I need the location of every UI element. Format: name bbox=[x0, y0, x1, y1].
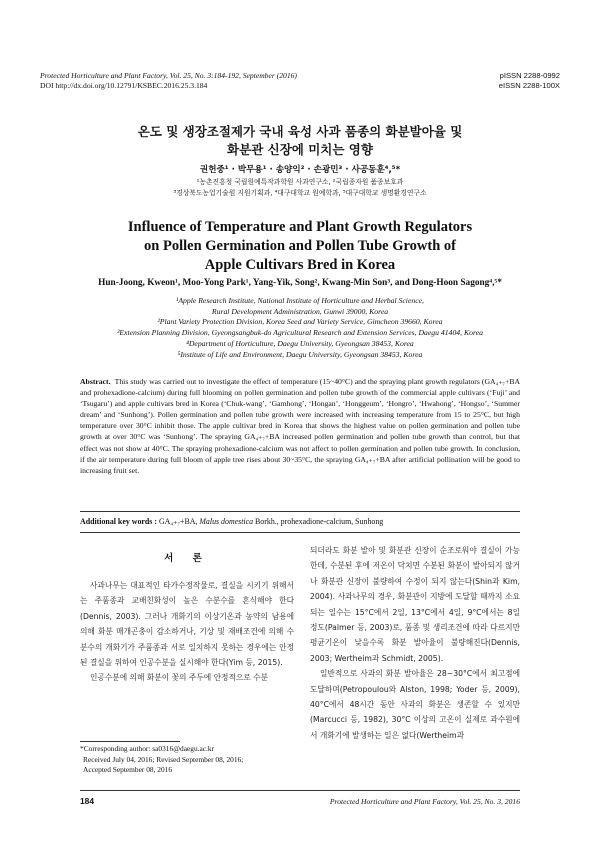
section-heading: 서 론 bbox=[164, 553, 210, 564]
page-number: 184 bbox=[80, 796, 94, 806]
paragraph: 사과나무는 대표적인 타가수정작물로, 결실을 시키기 위해서는 주품종과 교배친화성이 높은 수분수를 혼식해야 한다(Dennis, 2003). 그러나 개화기의 이상기온과 농약의 남용에 의해 화분 매개곤충이 감소하거나, 기상 및 재배조건에 의해 수분수의 개화기가 주품종과 서로 일치하지 못하는 경우에는 안정된 결실을 위하여 인공수분을 실시해야 한다(Yim 등, 2015). bbox=[80, 581, 294, 668]
english-title-line: Influence of Temperature and Plant Growth Regulators bbox=[127, 219, 473, 235]
affiliation-line: ⁴Department of Horticulture, Daegu University, Gyeongsan 38453, Korea bbox=[186, 338, 414, 348]
english-title bbox=[0, 218, 600, 275]
affiliation-line: ²Plant Variety Protection Division, Korea Seed and Variety Service, Gimcheon 39660, Korea bbox=[157, 317, 443, 327]
eissn: eISSN 2288-100X bbox=[498, 81, 560, 90]
keywords-text: GA₄₊₇+BA, bbox=[158, 517, 200, 526]
abstract-text: This study was carried out to investigate the effect of temperature (15~40°C) and the spraying plant growth regulators (GA₄₊₇+BA and prohexadione-calcium) during full blooming on pollen germination and pollen tube growth of the commercial apple cultivars (‘Fuji’ and ‘Tsugaru’) and apple cultivars bred in Korea (‘Chuk-wang’, ‘Gamhong’, ‘Hongan’, ‘Honggeum’, ‘Hongro’, ‘Hwahong’, ‘Hongso’, ‘Summer dream’ and ‘Sunhong’). Pollen germination and pollen tube growth were increased with increasing temperature from 15 to 25°C, but high temperature over 30°C inhibit those. The apple cultivar bred in Korea that shows the highest value on pollen germination and pollen tube growth at over 30°C was ‘Sunhong’. The spraying GA₄₊₇+BA increased pollen germination and pollen tube growth than control, but that effect was not show at 40°C. The spraying prohexadione-calcium was not affect to pollen germination and pollen tube growth. In conclusion, if the air temperature during full bloom of apple tree rises about 30~35°C, the spraying GA₄₊₇+BA after artificial pollination will be good to increasing fruit set. bbox=[80, 377, 520, 475]
paragraph: 인공수분에 의해 화분이 꽃의 주두에 안정적으로 수분 bbox=[90, 673, 269, 683]
affiliation-line: ¹Apple Research Institute, National Institute of Horticulture and Herbal Science, bbox=[176, 296, 424, 305]
korean-affiliation-line: ³경상북도농업기술원 지원기획과, ⁴대구대학교 원예학과, ⁵대구대학교 생명환경연구소 bbox=[173, 189, 427, 197]
affiliation-line: ³Extension Planning Division, Gyeongsangbuk-do Agricultural Research and Extension Services, Daegu 41404, Korea bbox=[117, 328, 483, 338]
footer-journal: Protected Horticulture and Plant Factory, Vol. 25, No. 3, 2016 bbox=[329, 797, 520, 806]
doi-line: DOI http://dx.doi.org/10.12791/KSBEC.2016.25.3.184 bbox=[40, 81, 208, 90]
korean-affiliations bbox=[0, 177, 600, 199]
english-authors: Hun-Joong, Kweon¹, Moo-Yong Park¹, Yang-Yik, Song², Kwang-Min Son³, and Dong-Hoon Sagong⁴,⁵* bbox=[98, 278, 502, 288]
keywords-label: Additional key words : bbox=[80, 517, 157, 526]
korean-title-line: 온도 및 생장조절제가 국내 육성 사과 품종의 화분발아율 및 bbox=[137, 124, 463, 139]
received-date: Received July 04, 2016; Revised September 08, 2016; bbox=[83, 754, 244, 764]
left-column bbox=[80, 578, 294, 686]
korean-authors: 권헌중¹ · 박무용¹ · 송양익² · 손광민³ · 사공동훈⁴,⁵* bbox=[199, 165, 401, 175]
paragraph: 일반적으로 사과의 화분 발아율은 28~30°C에서 최고점에 도달하며(Petropoulou와 Alston, 1998; Yoder 등, 2009), 40°C에서 48시간 동안 사과의 화분은 생존할 수 있지만(Marcucci 등, 1982), 30°C 이상의 고온이 실제로 과수원에서 개화기에 발생하는 일은 없다(Wertheim과 bbox=[310, 669, 520, 740]
pissn: pISSN 2288-0992 bbox=[499, 71, 560, 80]
affiliation-line: ⁵Institute of Life and Environment, Daegu University, Gyeongsan 38453, Korea bbox=[177, 349, 423, 359]
english-affiliations bbox=[0, 296, 600, 360]
divider bbox=[80, 532, 520, 533]
footer-rule bbox=[80, 790, 520, 791]
korean-title bbox=[0, 123, 600, 159]
footnote-rule bbox=[80, 741, 180, 742]
korean-title-line: 화분관 신장에 미치는 영향 bbox=[227, 142, 373, 157]
running-header bbox=[40, 71, 297, 91]
paragraph: 되더라도 화분 발아 및 화분관 신장이 순조로워야 결실이 가능한데, 수분된 후에 저온이 닥치면 수분된 화분이 발아되지 않거나 화분관 신장이 불량하여 수정이 되지 않는다(Shin과 Kim, 2004). 사과나무의 경우, 화분관이 지방에 도달할 때까지 소요되는 일수는 15°C에서 2일, 13°C에서 4일, 9°C에서는 8일 정도(Palmer 등, 2003)로, 품종 및 생리조건에 따라 다르지만 평균기온이 낮을수록 화분 발아율이 불량해진다(Dennis, 2003; Wertheim과 Schmidt, 2005). bbox=[310, 546, 520, 663]
keywords-text: Borkh., prohexadione-calcium, Sunhong bbox=[253, 517, 384, 526]
right-column bbox=[310, 543, 520, 743]
abstract bbox=[80, 376, 520, 476]
corresponding-author: *Corresponding author: sa0316@daegu.ac.kr bbox=[80, 744, 215, 753]
english-title-line: Apple Cultivars Bred in Korea bbox=[204, 257, 396, 273]
issn-block bbox=[499, 71, 560, 91]
accepted-date: Accepted September 08, 2016 bbox=[83, 765, 173, 774]
journal-citation: Protected Horticulture and Plant Factory, Vol. 25, No. 3:184-192, September (2016) bbox=[40, 71, 297, 80]
affiliation-line: Rural Development Administration, Gunwi 39000, Korea bbox=[211, 306, 389, 316]
footnote bbox=[80, 744, 294, 776]
keywords bbox=[80, 517, 383, 526]
english-title-line: on Pollen Germination and Pollen Tube Growth of bbox=[144, 238, 456, 254]
keywords-species: Malus domestica bbox=[199, 517, 254, 526]
divider bbox=[80, 511, 520, 512]
korean-affiliation-line: ¹농촌진흥청 국립원예특작과학원 사과연구소, ²국립종자원 품종보호과 bbox=[196, 178, 404, 186]
abstract-label: Abstract. bbox=[80, 377, 111, 386]
